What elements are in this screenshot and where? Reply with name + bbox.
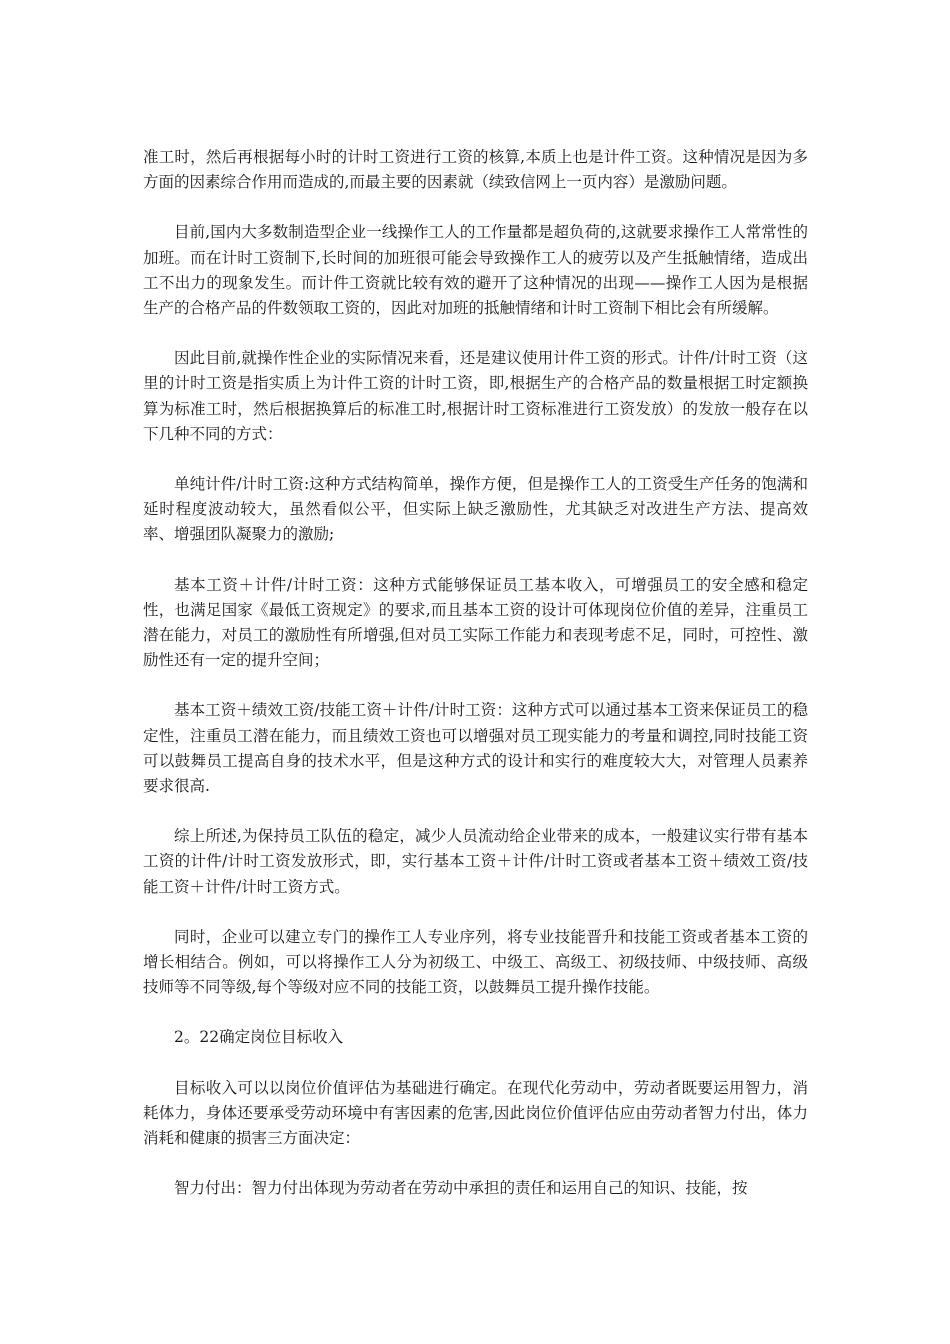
paragraph-base-performance-skill-piece-wage: 基本工资＋绩效工资/技能工资＋计件/计时工资：这种方式可以通过基本工资来保证员工的稳定性，注重员工潜在能力，而且绩效工资也可以增强对员工现实能力的考量和调控,同时技能工资可以鼓舞员工提高自身的技术水平，但是这种方式的设计和实行的难度较大大，对管理人员素养要求很高. [143,701,808,796]
paragraph-recommendation: 因此目前,就操作性企业的实际情况来看，还是建议使用计件工资的形式。计件/计时工资（这里的计时工资是指实质上为计件工资的计时工资，即,根据生产的合格产品的数量根据工时定额换算为标准工时，然后根据换算后的标准工时,根据计时工资标准进行工资发放）的发放一般存在以下几种不同的方式： [143,349,808,443]
paragraph-overtime: 目前,国内大多数制造型企业一线操作工人的工作量都是超负荷的,这就要求操作工人常常性的加班。而在计时工资制下,长时间的加班很可能会导致操作工人的疲劳以及产生抵触情绪，造成出工不出力的现象发生。而计件工资就比较有效的避开了这种情况的出现——操作工人因为是根据生产的合格产品的件数领取工资的，因此对加班的抵触情绪和计时工资制下相比会有所缓解。 [143,223,808,318]
paragraph-summary: 综上所述,为保持员工队伍的稳定，减少人员流动给企业带来的成本，一般建议实行带有基本工资的计件/计时工资发放形式，即，实行基本工资＋计件/计时工资或者基本工资＋绩效工资/技能工资＋计件/计时工资方式。 [143,827,808,896]
paragraph-target-income: 目标收入可以以岗位价值评估为基础进行确定。在现代化劳动中，劳动者既要运用智力，消耗体力，身体还要承受劳动环境中有害因素的危害,因此岗位价值评估应由劳动者智力付出，体力消耗和健康的损害三方面决定： [143,1078,808,1148]
document-body [143,145,808,1227]
paragraph-intellectual-effort: 智力付出：智力付出体现为劳动者在劳动中承担的责任和运用自己的知识、技能，按 [174,1179,748,1198]
paragraph-continuation: 准工时，然后再根据每小时的计时工资进行工资的核算,本质上也是计件工资。这种情况是因为多方面的因素综合作用而造成的,而最主要的因素就（续致信网上一页内容）是激励问题。 [143,148,808,192]
paragraph-skill-levels: 同时，企业可以建立专门的操作工人专业序列，将专业技能晋升和技能工资或者基本工资的增长相结合。例如，可以将操作工人分为初级工、中级工、高级工、初级技师、中级技师、高级技师等不同等级,每个等级对应不同的技能工资，以鼓舞员工提升操作技能。 [143,927,808,997]
section-heading: 2。22确定岗位目标收入 [174,1028,344,1047]
paragraph-base-plus-piece-wage: 基本工资＋计件/计时工资：这种方式能够保证员工基本收入，可增强员工的安全感和稳定性，也满足国家《最低工资规定》的要求,而且基本工资的设计可体现岗位价值的差异，注重员工潜在能力，对员工的激励性有所增强,但对员工实际工作能力和表现考虑不足，同时，可控性、激励性还有一定的提升空间； [143,575,808,670]
paragraph-simple-piece-wage: 单纯计件/计时工资:这种方式结构简单，操作方便，但是操作工人的工资受生产任务的饱满和延时程度波动较大，虽然看似公平，但实际上缺乏激励性，尤其缺乏对改进生产方法、提高效率、增强团队凝聚力的激励; [143,475,808,544]
